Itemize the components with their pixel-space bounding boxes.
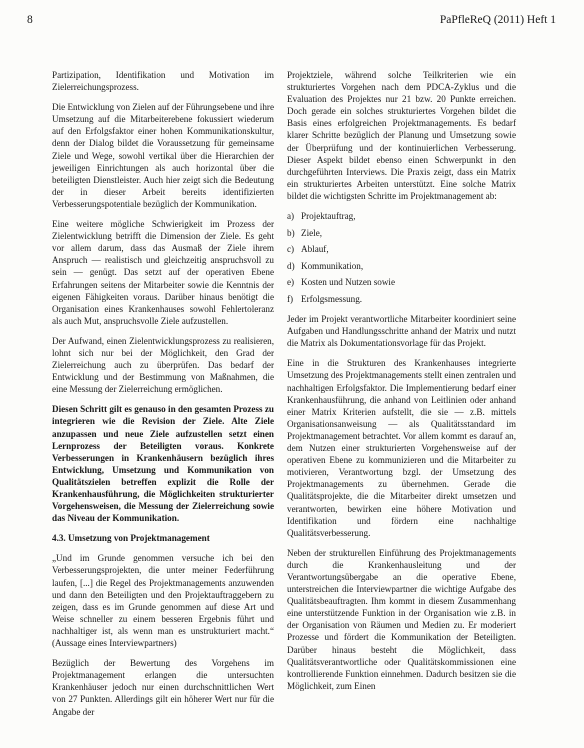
left-column xyxy=(52,69,274,726)
running-head: PaPfleReQ (2011) Heft 1 xyxy=(439,14,556,26)
paragraph: Partizipation, Identifikation und Motivation im Zielerreichungsprozess. xyxy=(52,70,274,93)
paragraph: Neben der strukturellen Einführung des Projektmanagements durch die Krankenhausleitung und der Verantwortungsübergabe an die operative Ebene, unterstreichen die Interviewpartner die wichtige Aufgabe des Qualitätsbeauftragten. Ihm kommt in diesem Zusammenhang eine unterstützende Funktion in der Organisation wie z.B. in der Organisation von Räumen und Medien zu. Er moderiert Prozesse und fördert die Kommunikation der Beteiligten. Darüber hinaus besteht die Möglichkeit, dass Qualitätsverantwortliche oder Qualitätskommissionen eine kontrollierende Funktion einnehmen. Dadurch besitzen sie die Möglichkeit, zum Einen xyxy=(287,547,516,691)
paragraph: Die Entwicklung von Zielen auf der Führungsebene und ihre Umsetzung auf die Mitarbeiterebene fokussiert wiederum auf den Erfolgsfaktor einer hohen Kommunikationskultur, denn der Dialog bildet die Voraussetzung für gemeinsame Ziele und Wege, sowohl vertikal über die Hierarchien der jeweiligen Einrichtungen als auch horizontal über die beteiligten Dienstleister. Auch hier zeigt sich die Bedeutung der in dieser Arbeit bereits identifizierten Verbesserungspotentiale bezüglich der Kommunikation. xyxy=(52,102,274,209)
list-item xyxy=(287,227,516,239)
list-text: Ziele, xyxy=(301,227,323,238)
matrix-steps-list xyxy=(287,210,516,305)
paragraph: Eine weitere mögliche Schwierigkeit im Prozess der Zielentwicklung betrifft die Dimension der Ziele. Es geht vor allem darum, dass das Ausmaß der Ziele ihrem Anspruch — realistisch und gleichzeitig anspruchsvoll zu sein — genügt. Das setzt auf der operativen Ebene Erfahrungen seitens der Mitarbeiter sowie die Kenntnis der eigenen Fähigkeiten voraus. Darüber hinaus benötigt die Organisation eines Krankenhauses sowohl Fehlertoleranz als auch Mut, anspruchsvolle Ziele aufzustellen. xyxy=(52,219,274,326)
right-column xyxy=(287,69,516,700)
paragraph: Jeder im Projekt verantwortliche Mitarbeiter koordiniert seine Aufgaben und Handlungsschritte anhand der Matrix und nutzt die Matrix als Dokumentationsvorlage für das Projekt. xyxy=(287,314,516,349)
list-label: e) xyxy=(287,277,295,288)
list-item xyxy=(287,276,516,288)
paragraph-bold: Diesen Schritt gilt es genauso in den gesamten Prozess zu integrieren wie die Revision der Ziele. Alte Ziele anzupassen und neue Ziele aufzustellen setzt einen Lernprozess der Beteiligten voraus. Konkrete Verbesserungen in Krankenhäusern bezüglich ihres Entwicklung, Umsetzung und Kommunikation von Qualitätszielen betreffen explizit die Rolle der Krankenhausführung, die Möglichkeiten strukturierter Vorgehensweisen, die Messung der Zielerreichung sowie das Niveau der Kommunikation. xyxy=(52,404,274,524)
list-text: Kosten und Nutzen sowie xyxy=(301,277,396,288)
page-header xyxy=(27,14,556,30)
list-item xyxy=(287,243,516,255)
list-item xyxy=(287,260,516,272)
list-label: f) xyxy=(287,294,294,304)
list-label: c) xyxy=(287,244,295,255)
paragraph: Der Aufwand, einen Zielentwicklungsprozess zu realisieren, lohnt sich nur bei der Möglichkeit, den Grad der Zielerreichung auch zu überprüfen. Das bedarf der Entwicklung und der Bestimmung von Maßnahmen, die eine Messung der Zielerreichung ermöglichen. xyxy=(52,335,274,395)
list-label: d) xyxy=(287,260,295,271)
list-text: Erfolgsmessung. xyxy=(301,294,363,304)
list-text: Kommunikation, xyxy=(301,260,364,271)
list-text: Ablauf, xyxy=(301,244,329,255)
paragraph: Bezüglich der Bewertung des Vorgehens im Projektmanagement erlangen die untersuchten Krankenhäuser jedoch nur einen durchschnittlichen Wert von 27 Punkten. Allerdings gilt ein höherer Wert nur für die Angabe der xyxy=(52,658,274,717)
list-label: b) xyxy=(287,227,295,238)
section-heading: 4.3. Umsetzung von Projektmanagement xyxy=(52,533,210,544)
interview-quote: „Und im Grunde genommen versuche ich bei den Verbesserungsprojekten, die unter meiner Federführung laufen, [...] die Regel des Projektmanagements anzuwenden und dann den Beteiligten und den Projektauftraggebern zu zeigen, dass es im Grunde genommen auf diese Art und Weise schneller zu einem besseren Ergebnis führt und nachhaltiger ist, als wenn man es unstrukturiert macht.“ (Aussage eines Interviewpartners) xyxy=(52,553,274,649)
paragraph: Projektziele, während solche Teilkriterien wie ein strukturiertes Vorgehen nach dem PDCA-Zyklus und die Evaluation des Projektes nur 21 bzw. 20 Punkte erreichen. Doch gerade ein solches strukturiertes Vorgehen bildet die Basis eines erfolgreichen Projektmanagements. Es bedarf klarer Schritte bezüglich der Planung und Umsetzung sowie der Überprüfung und der kontinuierlichen Verbesserung. Dieser Aspekt bildet ebenso einen Schwerpunkt in den durchgeführten Interviews. Die Praxis zeigt, dass ein Matrix ein strukturiertes Arbeiten unterstützt. Eine solche Matrix bildet die wichtigsten Schritte im Projektmanagement ab: xyxy=(287,70,516,201)
list-text: Projektauftrag, xyxy=(301,211,356,222)
list-label: a) xyxy=(287,211,295,222)
list-item xyxy=(287,210,516,222)
paragraph: Eine in die Strukturen des Krankenhauses integrierte Umsetzung des Projektmanagements stellt einen zentralen und nachhaltigen Erfolgsfaktor. Die Implementierung bedarf einer Krankenhausführung, die anhand von Leitlinien oder anhand einer Matrix Kriterien aufstellt, die sie — z.B. mittels Organisationsanweisung — als Qualitätsstandard im Projektmanagement betrachtet. Vor allem kommt es darauf an, dem Nutzen einer strukturierten Vorgehensweise auf der operativen Ebene zu kommunizieren und die Mitarbeiter zu motivieren, Verantwortung bzgl. der Umsetzung des Projektmanagements zu übernehmen. Gerade die Qualitätsprojekte, die die Mitarbeiter direkt umsetzen und verantworten, bewirken eine höhere Motivation und Identifikation und fördern eine nachhaltige Qualitätsverbesserung. xyxy=(287,358,516,538)
page-number: 8 xyxy=(27,14,33,26)
list-item xyxy=(287,293,516,305)
